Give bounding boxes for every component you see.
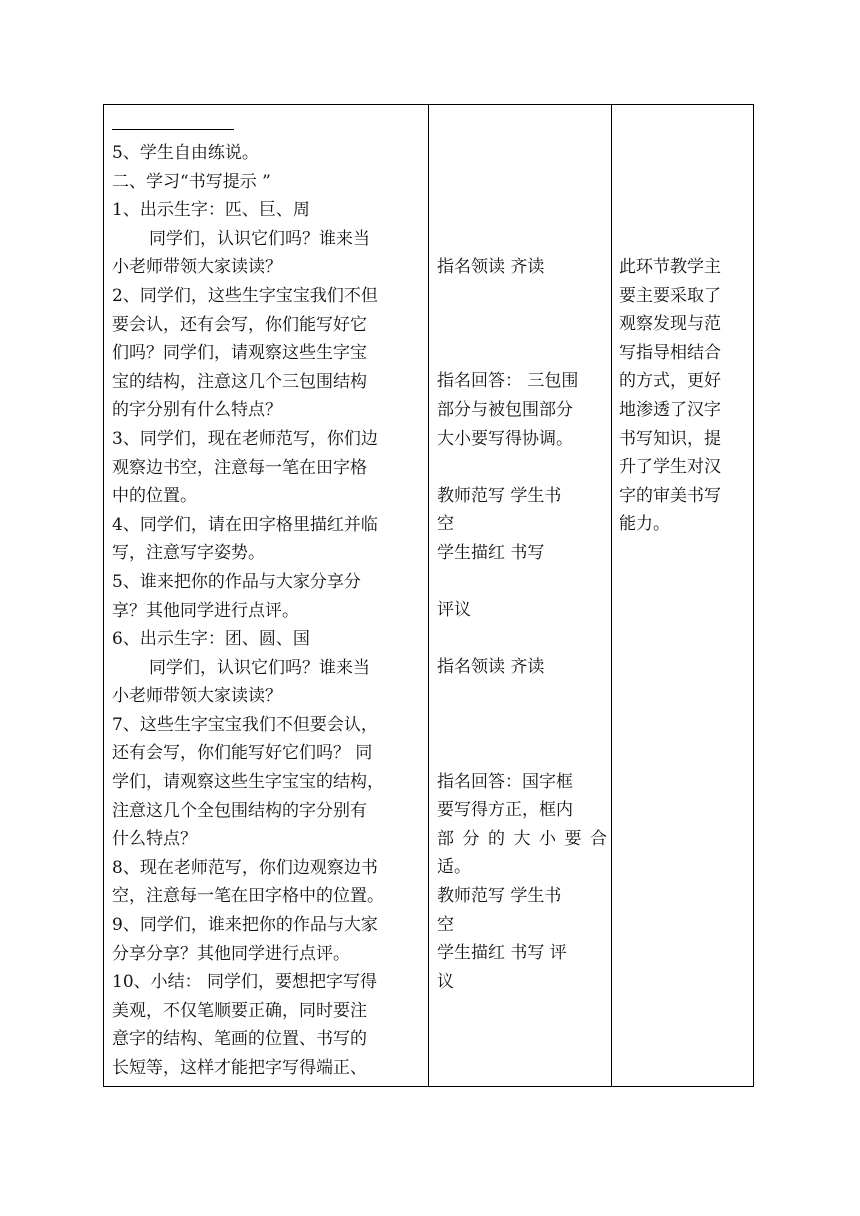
text-line: 要会认，还有会写，你们能写好它 bbox=[112, 314, 367, 335]
text-line: 空 bbox=[437, 914, 454, 935]
text-line: 美观，不仅笔顺要正确，同时要注 bbox=[112, 1000, 367, 1021]
text-line: 指名领读 齐读 bbox=[437, 257, 545, 277]
text-line: 要主要采取了 bbox=[619, 285, 721, 306]
text-line: 观察发现与范 bbox=[619, 314, 721, 335]
text-line: 学生描红 书写 bbox=[437, 542, 545, 563]
text-line: 部分的大小要合 bbox=[437, 828, 607, 849]
column-divider bbox=[611, 105, 612, 1086]
text-line: 3、同学们，现在老师范写，你们边 bbox=[112, 428, 378, 449]
text-line: 大小要写得协调。 bbox=[437, 428, 573, 449]
text-line: 5、谁来把你的作品与大家分享分 bbox=[112, 571, 361, 592]
text-line: 评议 bbox=[437, 600, 471, 621]
text-line: 升了学生对汉 bbox=[619, 457, 721, 478]
column-divider bbox=[428, 105, 429, 1086]
text-line: 指名领读 齐读 bbox=[437, 657, 545, 678]
text-line: 同学们，认识它们吗？谁来当 bbox=[149, 657, 370, 678]
lesson-plan-table bbox=[103, 104, 754, 1087]
text-line: 同学们，认识它们吗？谁来当 bbox=[149, 228, 370, 249]
text-line: 长短等，这样才能把字写得端正、 bbox=[112, 1058, 367, 1078]
text-line: 指名回答：国字框 bbox=[437, 771, 573, 792]
text-line: 意字的结构、笔画的位置、书写的 bbox=[112, 1029, 367, 1050]
text-line: 什么特点？ bbox=[112, 829, 197, 850]
text-line: 中的位置。 bbox=[112, 486, 197, 507]
text-line: 分享分享？其他同学进行点评。 bbox=[112, 943, 350, 964]
underline-rule bbox=[112, 129, 234, 130]
text-line: 8、现在老师范写，你们边观察边书 bbox=[112, 857, 378, 878]
text-line: 学生描红 书写 评 bbox=[437, 943, 567, 964]
text-line: 还有会写，你们能写好它们吗？ 同 bbox=[112, 743, 373, 764]
text-line: 二、学习“书写提示 ” bbox=[112, 171, 271, 192]
text-line: 2、同学们，这些生字宝宝我们不但 bbox=[112, 285, 378, 306]
text-line: 教师范写 学生书 bbox=[437, 485, 562, 506]
text-line: 6、出示生字：团、圆、国 bbox=[112, 629, 310, 650]
text-line: 此环节教学主 bbox=[619, 257, 721, 277]
text-line: 要写得方正，框内 bbox=[437, 800, 573, 821]
text-line: 空 bbox=[437, 514, 454, 535]
text-line: 写指导相结合 bbox=[619, 342, 721, 363]
text-line: 指名回答： 三包围 bbox=[437, 371, 579, 392]
text-line: 4、同学们，请在田字格里描红并临 bbox=[112, 514, 378, 535]
design-intent-column bbox=[619, 253, 749, 539]
text-line: 地渗透了汉字 bbox=[619, 399, 721, 420]
text-line: 1、出示生字：匹、巨、周 bbox=[112, 200, 310, 221]
text-line: 部分与被包围部分 bbox=[437, 399, 573, 420]
text-line: 适。 bbox=[437, 857, 471, 878]
text-line: 们吗？同学们，请观察这些生字宝 bbox=[112, 343, 367, 364]
text-line: 议 bbox=[437, 971, 454, 992]
student-activity-column bbox=[437, 253, 607, 996]
text-line: 的字分别有什么特点？ bbox=[112, 400, 282, 421]
text-line: 小老师带领大家读读？ bbox=[112, 257, 282, 278]
teaching-process-column bbox=[112, 139, 424, 1083]
text-line: 10、小结： 同学们，要想把字写得 bbox=[112, 972, 378, 993]
text-line: 小老师带领大家读读？ bbox=[112, 686, 282, 707]
text-line: 5、学生自由练说。 bbox=[112, 143, 259, 163]
text-line: 写，注意写字姿势。 bbox=[112, 543, 265, 564]
text-line: 空，注意每一笔在田字格中的位置。 bbox=[112, 886, 384, 907]
text-line: 享？其他同学进行点评。 bbox=[112, 600, 299, 621]
text-line: 宝的结构，注意这几个三包围结构 bbox=[112, 371, 367, 392]
text-line: 9、同学们，谁来把你的作品与大家 bbox=[112, 915, 378, 936]
text-line: 观察边书空，注意每一笔在田字格 bbox=[112, 457, 367, 478]
text-line: 的方式，更好 bbox=[619, 371, 721, 392]
text-line: 学们，请观察这些生字宝宝的结构， bbox=[112, 772, 384, 793]
text-line: 教师范写 学生书 bbox=[437, 886, 562, 907]
text-line: 能力。 bbox=[619, 514, 670, 535]
text-line: 书写知识，提 bbox=[619, 428, 721, 449]
text-line: 字的审美书写 bbox=[619, 485, 721, 506]
text-line: 7、这些生字宝宝我们不但要会认， bbox=[112, 714, 378, 735]
text-line: 注意这几个全包围结构的字分别有 bbox=[112, 800, 367, 821]
